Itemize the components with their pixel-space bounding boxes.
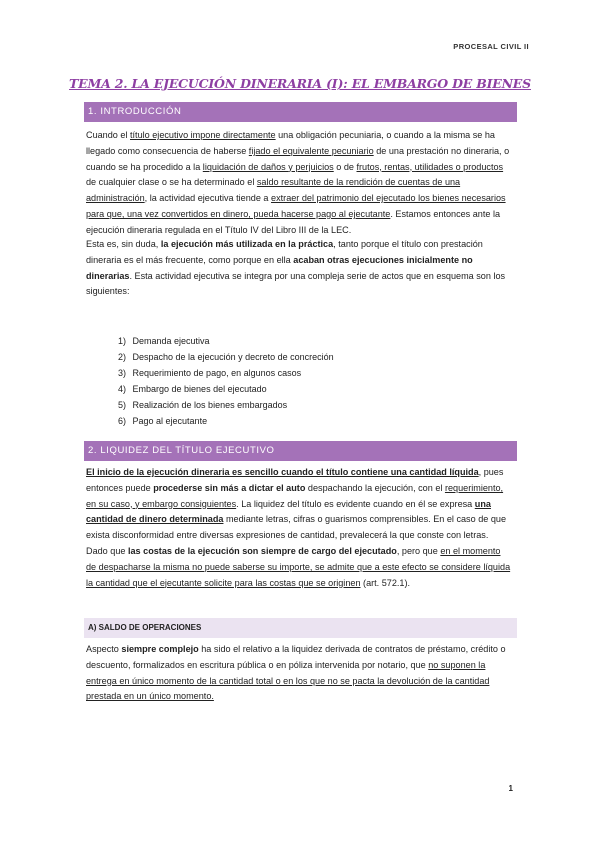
paragraph-intro-1 xyxy=(86,128,512,239)
paragraph-intro-2 xyxy=(86,237,512,300)
text-segment: , tanto porque el título con prestación dineraria es el más frecuente, como porque en ella xyxy=(86,239,483,265)
text-segment: fijado el equivalente pecuniario xyxy=(248,145,374,156)
text-segment: una obligación pecuniaria, o cuando a la misma se ha llegado como consecuencia de haberse xyxy=(86,130,495,156)
list-item: 1) Demanda ejecutiva xyxy=(118,336,210,346)
text-segment: de una prestación no dineraria, o cuando se ha procedido a la xyxy=(86,145,510,172)
steps-list xyxy=(118,334,334,429)
subsection-heading-saldo: A) SALDO DE OPERACIONES xyxy=(84,618,517,638)
text-segment: las costas de la ejecución son siempre de cargo del ejecutado xyxy=(127,545,397,556)
text-segment: . La liquidez del título es evidente cuando en él se expresa xyxy=(236,498,475,509)
text-segment: no suponen la entrega en único momento de la cantidad total o en los que no se pacta la devolución de la cantidad prestada en un único momento. xyxy=(86,659,490,702)
section-heading-introduccion: 1. INTRODUCCIÓN xyxy=(84,102,517,122)
text-segment: ha sido el relativo a la liquidez derivada de contratos de préstamo, crédito o descuento, formalizados en escritura pública o en póliza intervenida por notario, que xyxy=(86,644,506,670)
text-segment: requerimiento, en su caso, y embargo consiguientes xyxy=(86,482,504,509)
list-item: 3) Requerimiento de pago, en algunos casos xyxy=(118,367,302,378)
document-title: TEMA 2. LA EJECUCIÓN DINERARIA (I): EL EMBARGO DE BIENES xyxy=(69,76,531,91)
course-header: PROCESAL CIVIL II xyxy=(453,42,529,51)
text-segment: . Estamos entonces ante la ejecución dineraria regulada en el Título IV del Libro III de la LEC. xyxy=(86,208,501,235)
text-segment: una cantidad de dinero determinada xyxy=(86,498,491,525)
text-segment: , la actividad ejecutiva tiende a xyxy=(144,193,272,204)
text-segment: , pues entonces puede xyxy=(86,467,504,493)
list-item: 4) Embargo de bienes del ejecutado xyxy=(118,383,267,394)
text-segment: Aspecto xyxy=(86,644,122,654)
paragraph-saldo xyxy=(86,642,512,705)
text-segment: título ejecutivo impone directamente xyxy=(130,130,276,140)
list-item: 2) Despacho de la ejecución y decreto de concreción xyxy=(118,351,334,362)
list-item: 6) Pago al ejecutante xyxy=(118,415,208,426)
text-segment: o de xyxy=(333,161,357,172)
text-segment: de cualquier clase o se ha determinado el xyxy=(86,177,257,188)
text-segment: (art. 572.1). xyxy=(360,577,411,588)
section-heading-liquidez: 2. LIQUIDEZ DEL TÍTULO EJECUTIVO xyxy=(84,441,517,461)
text-segment: despachando la ejecución, con el xyxy=(305,482,445,493)
text-segment: extraer del patrimonio del ejecutado los bienes necesarios para que, una vez convertidos en dinero, pueda hacerse pago al ejecutante xyxy=(86,193,506,219)
text-segment: procederse sin más a dictar el auto xyxy=(153,482,306,493)
text-segment: siempre complejo xyxy=(121,644,199,654)
text-segment: El inicio de la ejecución dineraria es sencillo cuando el título contiene una cantidad líquida xyxy=(86,467,479,477)
text-segment: mediante letras, cifras o guarismos comprensibles. En el caso de que exista disconformidad entre diversas expresiones de cantidad, prevalecerá la que conste con letras. Dado que xyxy=(86,514,507,556)
list-item: 5) Realización de los bienes embargados xyxy=(118,399,288,410)
text-segment: Esta es, sin duda, xyxy=(86,239,161,249)
text-segment: Cuando el xyxy=(86,130,130,140)
text-segment: , pero que xyxy=(396,545,441,556)
paragraph-liquidez xyxy=(86,465,512,591)
text-segment: acaban otras ejecuciones inicialmente no dinerarias xyxy=(86,254,473,281)
text-segment: . Esta actividad ejecutiva se integra por una compleja serie de actos que en esquema son los siguientes: xyxy=(86,270,506,297)
text-segment: frutos, rentas, utilidades o productos xyxy=(356,161,504,172)
text-segment: en el momento de despacharse la misma no puede saberse su importe, se admite que a este efecto se considere líquida la cantidad que el ejecutante solicite para las costas que se originen xyxy=(86,545,511,588)
text-segment: saldo resultante de la rendición de cuentas de una administración xyxy=(86,177,461,204)
text-segment: la ejecución más utilizada en la práctica xyxy=(160,239,334,249)
text-segment: liquidación de daños y perjuicios xyxy=(202,161,334,172)
page-number: 1 xyxy=(508,784,513,793)
